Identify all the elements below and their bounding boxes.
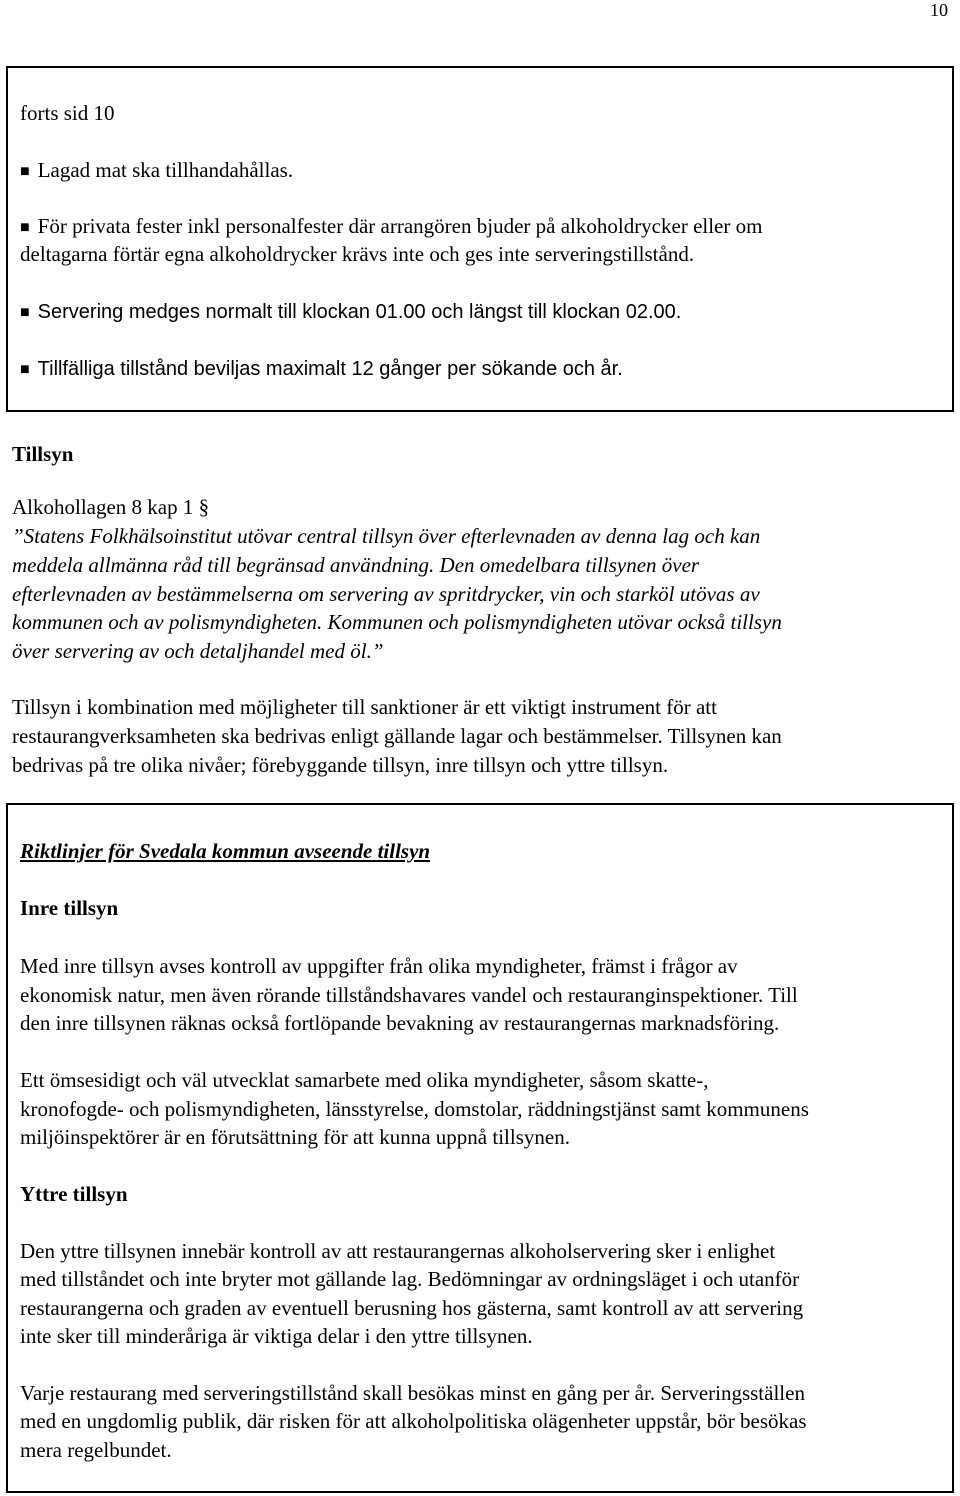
law-quote-line: ”Statens Folkhälsoinstitut utövar central tillsyn över efterlevnaden av denna lag och kan (12, 524, 761, 548)
paragraph-line: miljöinspektörer är en förutsättning för att kunna uppnå tillsynen. (20, 1125, 570, 1149)
law-quote-line: över servering av och detaljhandel med öl.” (12, 639, 384, 663)
info-box-serving-rules (6, 66, 954, 412)
paragraph-line: mera regelbundet. (20, 1438, 172, 1462)
list-item-text: För privata fester inkl personalfester där arrangören bjuder på alkoholdrycker eller om (37, 214, 763, 238)
list-item-text: Tillfälliga tillstånd beviljas maximalt 12 gånger per sökande och år. (37, 358, 623, 380)
paragraph-line: kronofogde- och polismyndigheten, länsstyrelse, domstolar, räddningstjänst samt kommunens (20, 1097, 809, 1121)
section-heading-tillsyn: Tillsyn (12, 442, 74, 466)
bullet-icon: ■ (20, 163, 30, 180)
paragraph-line: bedrivas på tre olika nivåer; förebyggande tillsyn, inre tillsyn och yttre tillsyn. (12, 753, 669, 777)
paragraph-line: restaurangerna och graden av eventuell berusning hos gästerna, samt kontroll av att servering (20, 1296, 804, 1320)
subheading-inre-tillsyn: Inre tillsyn (20, 896, 119, 920)
paragraph-line: Ett ömsesidigt och väl utvecklat samarbete med olika myndigheter, såsom skatte-, (20, 1068, 709, 1092)
paragraph-line: ekonomisk natur, men även rörande tillståndshavares vandel och restauranginspektioner. Till (20, 983, 798, 1007)
bullet-icon: ■ (20, 219, 30, 236)
subheading-yttre-tillsyn: Yttre tillsyn (20, 1182, 128, 1206)
bullet-icon: ■ (20, 361, 30, 378)
law-quote-line: meddela allmänna råd till begränsad användning. Den omedelbara tillsynen över (12, 553, 700, 577)
paragraph-line: Tillsyn i kombination med möjligheter till sanktioner är ett viktigt instrument för att (12, 695, 717, 719)
list-item (20, 300, 681, 325)
list-item-continuation: deltagarna förtär egna alkoholdrycker krävs inte och ges inte serveringstillstånd. (20, 242, 695, 266)
page-number: 10 (930, 0, 948, 20)
law-reference (12, 495, 209, 519)
guidelines-box (6, 803, 954, 1493)
paragraph-line: restaurangverksamheten ska bedrivas enligt gällande lagar och bestämmelser. Tillsynen kan (12, 724, 782, 748)
list-item-text: Lagad mat ska tillhandahållas. (37, 158, 294, 182)
continuation-heading: forts sid 10 (20, 101, 115, 125)
paragraph-line: med en ungdomlig publik, där risken för att alkoholpolitiska olägenheter uppstår, bör besökas (20, 1409, 807, 1433)
guidelines-title: Riktlinjer för Svedala kommun avseende tillsyn (20, 839, 431, 863)
paragraph-line: inte sker till minderåriga är viktiga delar i den yttre tillsynen. (20, 1324, 533, 1348)
paragraph-line: Den yttre tillsynen innebär kontroll av att restaurangernas alkoholservering sker i enlighet (20, 1239, 776, 1263)
paragraph-line: Varje restaurang med serveringstillstånd skall besökas minst en gång per år. Serveringsställen (20, 1381, 805, 1405)
law-quote-line: kommunen och av polismyndigheten. Kommunen och polismyndigheten utövar också tillsyn (12, 610, 782, 634)
list-item (20, 214, 762, 240)
bullet-icon: ■ (20, 304, 30, 321)
list-item (20, 357, 623, 382)
list-item (20, 158, 293, 184)
paragraph-line: den inre tillsynen räknas också fortlöpande bevakning av restaurangernas marknadsföring. (20, 1011, 780, 1035)
list-item-text: Servering medges normalt till klockan 01.00 och längst till klockan 02.00. (37, 301, 682, 323)
law-quote-line: efterlevnaden av bestämmelserna om servering av spritdrycker, vin och starköl utövas av (12, 582, 760, 606)
paragraph-line: med tillståndet och inte bryter mot gällande lag. Bedömningar av ordningsläget i och utanför (20, 1267, 800, 1291)
paragraph-line: Med inre tillsyn avses kontroll av uppgifter från olika myndigheter, främst i frågor av (20, 954, 738, 978)
law-reference-text: Alkohollagen 8 kap 1 § (12, 495, 210, 519)
